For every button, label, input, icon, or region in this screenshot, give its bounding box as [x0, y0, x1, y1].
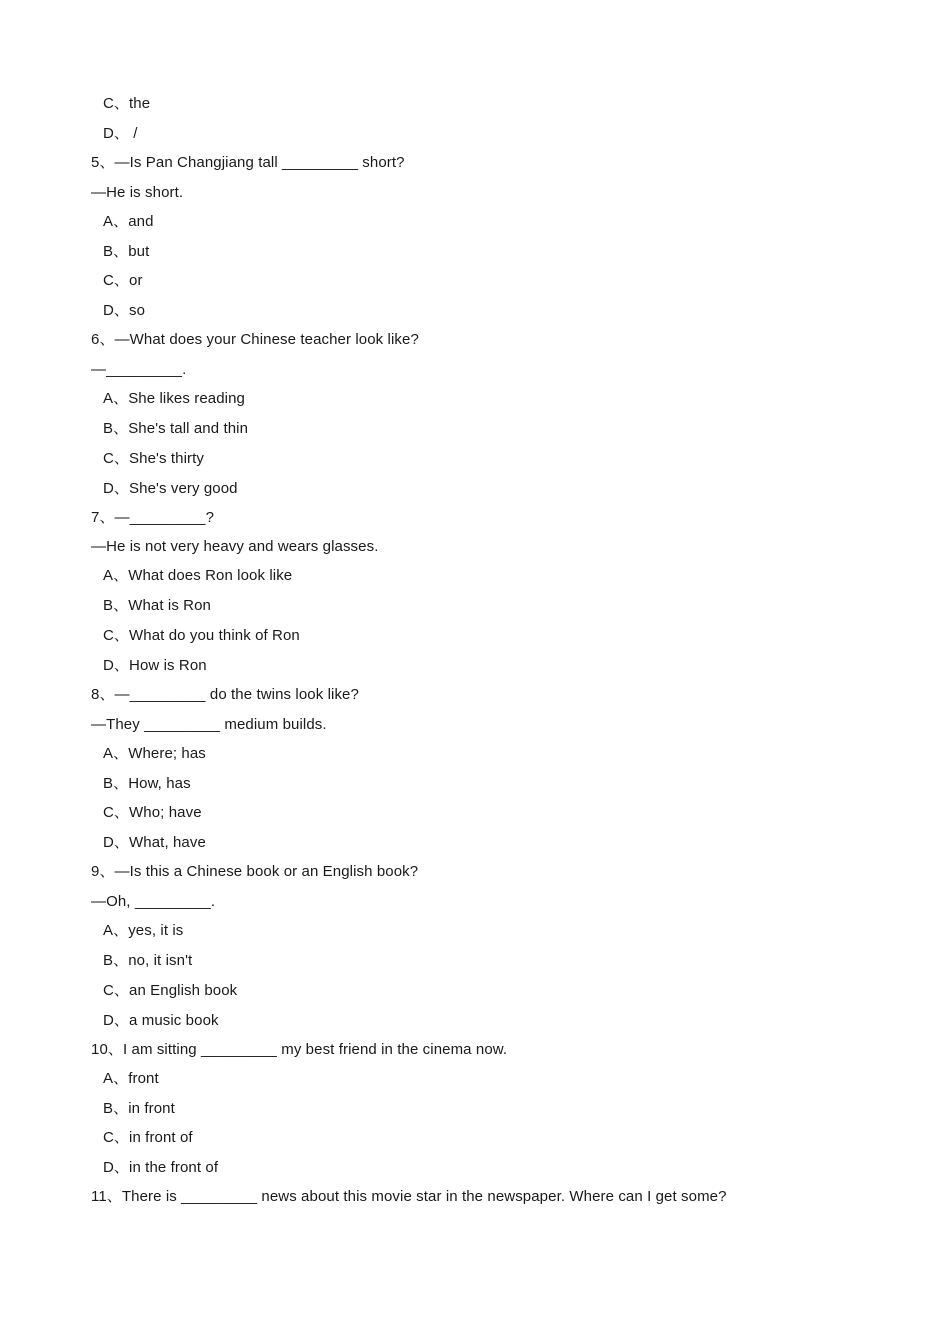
q10-option-b: B、in front	[103, 1100, 175, 1117]
q10-option-a: A、front	[103, 1070, 159, 1087]
q9-option-c: C、an English book	[103, 982, 238, 999]
question-5: 5、—Is Pan Changjiang tall _________ short?	[91, 154, 405, 171]
q8-option-d: D、What, have	[103, 834, 206, 851]
question-8: 8、—_________ do the twins look like?	[91, 686, 359, 703]
q8-option-a: A、Where; has	[103, 745, 206, 762]
question-9: 9、—Is this a Chinese book or an English book?	[91, 863, 419, 880]
question-6-answer: —_________.	[91, 361, 187, 378]
q6-option-b: B、She's tall and thin	[103, 420, 249, 437]
question-7-answer: —He is not very heavy and wears glasses.	[91, 538, 379, 555]
q7-option-c: C、What do you think of Ron	[103, 627, 300, 644]
q9-option-b: B、no, it isn't	[103, 952, 193, 969]
question-11: 11、There is _________ news about this movie star in the newspaper. Where can I get some?	[91, 1188, 727, 1205]
q6-option-c: C、She's thirty	[103, 450, 204, 467]
option-c: C、the	[103, 95, 151, 112]
question-5-answer: —He is short.	[91, 184, 184, 201]
question-10: 10、I am sitting _________ my best friend in the cinema now.	[91, 1041, 508, 1058]
q9-option-a: A、yes, it is	[103, 922, 184, 939]
q7-option-d: D、How is Ron	[103, 657, 207, 674]
q8-option-c: C、Who; have	[103, 804, 202, 821]
question-6: 6、—What does your Chinese teacher look like?	[91, 331, 419, 348]
q10-option-c: C、in front of	[103, 1129, 193, 1146]
q7-option-a: A、What does Ron look like	[103, 567, 293, 584]
option-d: D、 /	[103, 125, 138, 142]
q6-option-a: A、She likes reading	[103, 390, 245, 407]
question-9-answer: —Oh, _________.	[91, 893, 216, 910]
q6-option-d: D、She's very good	[103, 480, 238, 497]
q10-option-d: D、in the front of	[103, 1159, 219, 1176]
q9-option-d: D、a music book	[103, 1012, 219, 1029]
q5-option-d: D、so	[103, 302, 146, 319]
q8-option-b: B、How, has	[103, 775, 191, 792]
q5-option-c: C、or	[103, 272, 143, 289]
q7-option-b: B、What is Ron	[103, 597, 211, 614]
question-7: 7、—_________?	[91, 509, 215, 526]
q5-option-b: B、but	[103, 243, 150, 260]
q5-option-a: A、and	[103, 213, 154, 230]
question-8-answer: —They _________ medium builds.	[91, 716, 327, 733]
